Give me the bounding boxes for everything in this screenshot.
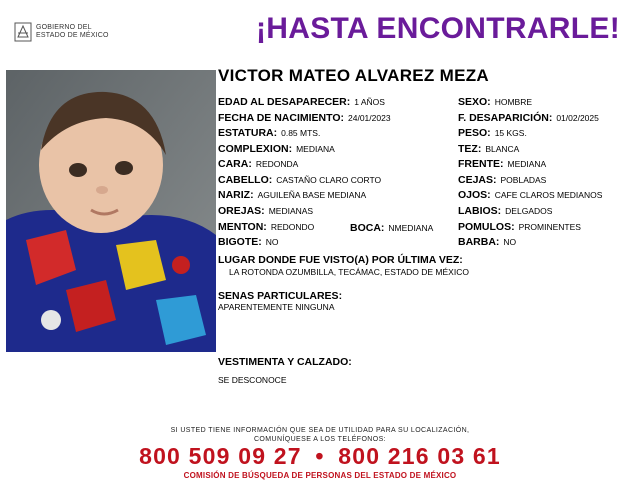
field-label: LABIOS: — [458, 205, 502, 217]
field-label: ESTATURA: — [218, 127, 278, 139]
field-label: NARIZ: — [218, 189, 254, 201]
field-label: CABELLO: — [218, 174, 273, 186]
field-value: MEDIANA — [507, 159, 547, 169]
field-value: MEDIANA — [296, 144, 335, 154]
field-value: MEDIANAS — [268, 206, 314, 216]
field-cejas — [458, 174, 546, 186]
field-bigote — [218, 236, 279, 248]
field-peso — [458, 127, 527, 139]
field-label: CARA: — [218, 158, 252, 170]
field-boca — [350, 222, 433, 234]
phone-numbers — [0, 443, 640, 470]
state-emblem-icon — [14, 22, 32, 42]
field-value: REDONDA — [255, 159, 299, 169]
phone-1[interactable]: 800 509 09 27 — [139, 443, 302, 469]
field-label: BARBA: — [458, 236, 500, 248]
field-label: PESO: — [458, 127, 491, 139]
field-label: CEJAS: — [458, 174, 497, 186]
field-orejas — [218, 205, 313, 217]
field-value: 15 KGS. — [494, 128, 527, 138]
field-value: 24/01/2023 — [348, 113, 391, 123]
field-label: MENTON: — [218, 221, 267, 233]
field-label: SEXO: — [458, 96, 491, 108]
senas-title: SENAS PARTICULARES: — [218, 290, 343, 302]
field-value: AGUILEÑA BASE MEDIANA — [257, 190, 367, 200]
government-logo-text — [36, 24, 109, 40]
field-estatura — [218, 127, 320, 139]
field-complexion — [218, 143, 335, 155]
field-cara — [218, 158, 298, 170]
field-label: TEZ: — [458, 143, 482, 155]
field-label: EDAD AL DESAPARECER: — [218, 96, 351, 108]
gov-line-1: GOBIERNO DEL — [36, 24, 92, 31]
field-value: CASTAÑO CLARO CORTO — [276, 175, 382, 185]
field-value: HOMBRE — [494, 97, 532, 107]
field-label: OREJAS: — [218, 205, 265, 217]
field-label: BIGOTE: — [218, 236, 262, 248]
field-value: NMEDIANA — [388, 223, 434, 233]
field-value: NO — [503, 237, 517, 247]
last-seen-value: LA ROTONDA OZUMBILLA, TECÁMAC, ESTADO DE MÉXICO — [229, 267, 469, 277]
vestimenta-title: VESTIMENTA Y CALZADO: — [218, 356, 352, 368]
field-frente — [458, 158, 546, 170]
field-label: COMPLEXION: — [218, 143, 293, 155]
footer-note — [0, 426, 640, 444]
field-tez — [458, 143, 519, 155]
footer-note-line-2: COMUNÍQUESE A LOS TELÉFONOS: — [253, 436, 387, 443]
field-label: POMULOS: — [458, 221, 515, 233]
field-sexo — [458, 96, 532, 108]
gov-line-2: ESTADO DE MÉXICO — [36, 32, 109, 39]
field-value: 1 AÑOS — [354, 97, 385, 107]
field-edad — [218, 96, 385, 108]
field-value: PROMINENTES — [518, 222, 581, 232]
field-ojos — [458, 189, 602, 201]
field-fecha-desaparicion — [458, 112, 599, 124]
missing-person-photo — [6, 70, 216, 352]
field-value: POBLADAS — [500, 175, 547, 185]
field-menton — [218, 221, 314, 233]
field-label: FRENTE: — [458, 158, 504, 170]
phone-separator: • — [315, 443, 325, 469]
field-label: F. DESAPARICIÓN: — [458, 112, 553, 124]
field-labios — [458, 205, 552, 217]
vestimenta-value: SE DESCONOCE — [218, 375, 287, 385]
field-label: OJOS: — [458, 189, 491, 201]
person-name: VICTOR MATEO ALVAREZ MEZA — [218, 66, 489, 85]
commission-name: COMISIÓN DE BÚSQUEDA DE PERSONAS DEL ESTADO DE MÉXICO — [183, 471, 457, 480]
field-value: DELGADOS — [505, 206, 553, 216]
field-fecha-nacimiento — [218, 112, 391, 124]
headline: ¡HASTA ENCONTRARLE! — [256, 12, 621, 45]
field-value: NO — [265, 237, 279, 247]
footer-note-line-1: SI USTED TIENE INFORMACIÓN QUE SEA DE UTILIDAD PARA SU LOCALIZACIÓN, — [170, 427, 470, 434]
senas-value: APARENTEMENTE NINGUNA — [218, 302, 335, 312]
field-label: FECHA DE NACIMIENTO: — [218, 112, 344, 124]
field-cabello — [218, 174, 381, 186]
field-barba — [458, 236, 516, 248]
last-seen-title: LUGAR DONDE FUE VISTO(A) POR ÚLTIMA VEZ: — [218, 254, 463, 266]
field-value: 0.85 MTS. — [281, 128, 321, 138]
field-value: 01/02/2025 — [556, 113, 599, 123]
field-label: BOCA: — [350, 222, 385, 234]
field-value: REDONDO — [270, 222, 315, 232]
field-nariz — [218, 189, 366, 201]
field-value: BLANCA — [485, 144, 520, 154]
phone-2[interactable]: 800 216 03 61 — [338, 443, 501, 469]
field-pomulos — [458, 221, 581, 233]
field-value: CAFE CLAROS MEDIANOS — [494, 190, 603, 200]
